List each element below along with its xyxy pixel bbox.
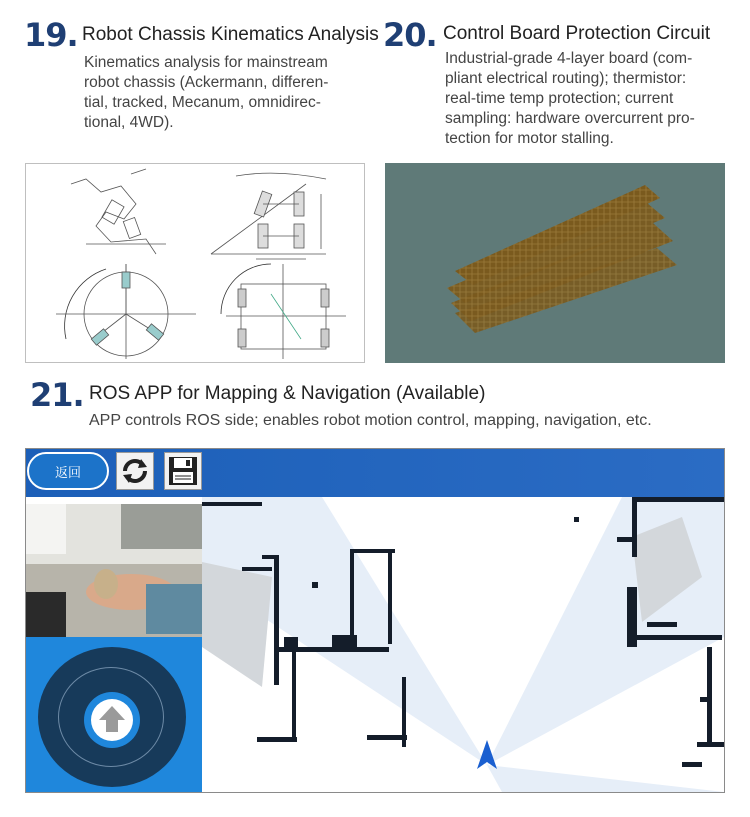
- joystick-pad[interactable]: [38, 647, 186, 787]
- section-21-title: ROS APP for Mapping & Navigation (Available): [89, 383, 486, 404]
- map-view: [202, 497, 724, 792]
- joystick-knob-center: [91, 699, 133, 741]
- pcb-stack: [385, 163, 725, 363]
- section-21-description: APP controls ROS side; enables robot motion control, mapping, navigation, etc.: [89, 412, 652, 429]
- desc-line: tial, tracked, Mecanum, omnidirec-: [84, 94, 321, 111]
- section-19-number: 19.: [24, 16, 78, 54]
- occupancy-map: [202, 497, 724, 792]
- section-20-number: 20.: [383, 16, 437, 54]
- desc-line: Industrial-grade 4-layer board (com-: [445, 50, 693, 67]
- back-button[interactable]: 返回: [27, 452, 109, 490]
- desc-line: sampling: hardware overcurrent pro-: [445, 110, 695, 127]
- arrow-up-icon: [91, 699, 133, 741]
- section-20-title: Control Board Protection Circuit: [443, 23, 711, 44]
- desc-line: Kinematics analysis for mainstream: [84, 54, 328, 71]
- section-19-title: Robot Chassis Kinematics Analysis: [82, 24, 379, 45]
- camera-feed: [26, 504, 202, 637]
- desc-line: tection for motor stalling.: [445, 130, 614, 147]
- pcb-layers-image: [385, 163, 725, 363]
- save-button[interactable]: [164, 452, 202, 490]
- desc-line: real-time temp protection; current: [445, 90, 674, 107]
- camera-frame: [26, 504, 202, 637]
- ros-app-screenshot: [25, 448, 725, 793]
- refresh-icon: [117, 453, 153, 489]
- kinematics-drawings: [26, 164, 364, 362]
- desc-line: tional, 4WD).: [84, 114, 174, 131]
- joystick-panel: [26, 637, 202, 792]
- refresh-button[interactable]: [116, 452, 154, 490]
- floppy-disk-icon: [165, 453, 201, 489]
- section-21-number: 21.: [30, 376, 84, 414]
- app-toolbar: [26, 449, 724, 497]
- section-20-description: [445, 49, 745, 149]
- section-19-description: [84, 53, 374, 133]
- joystick-knob[interactable]: [84, 692, 140, 748]
- desc-line: robot chassis (Ackermann, differen-: [84, 74, 329, 91]
- desc-line: pliant electrical routing); thermistor:: [445, 70, 687, 87]
- kinematics-diagram: [25, 163, 365, 363]
